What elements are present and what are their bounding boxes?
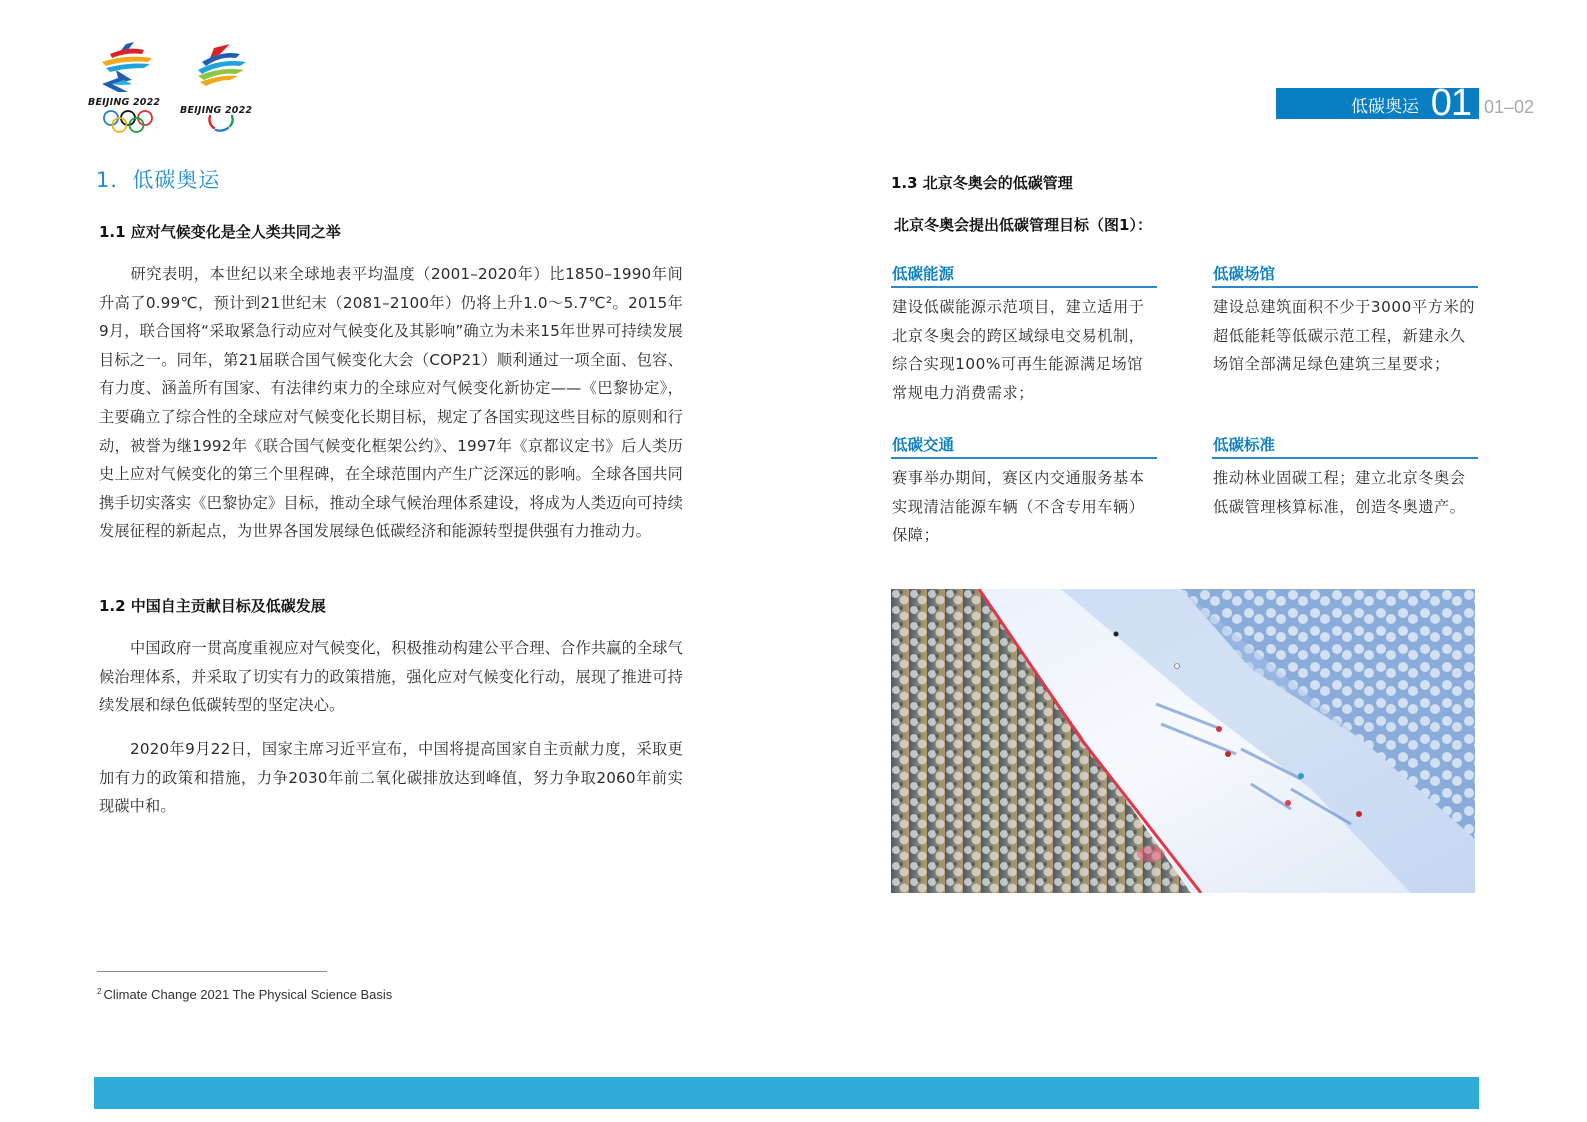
logo-group [88, 40, 268, 135]
paragraph-1-1 [99, 260, 683, 546]
paralympic-agitos-icon [206, 110, 236, 134]
goal-divider [891, 457, 1157, 459]
beijing-2022-paralympic-logo [180, 40, 764, 135]
goal-title: 低碳交通 [892, 436, 955, 454]
beijing-2022-olympic-logo [88, 40, 168, 135]
goal-card-standards [1212, 433, 1478, 521]
paragraph-1-2-a-text: 中国政府一贯高度重视应对气候变化，积极推动构建公平合理、合作共赢的全球气候治理体系，并采取了切实有力的政策措施，强化应对气候变化行动，展现了推进可持续发展和绿色低碳转型的坚定决心。 [99, 639, 683, 715]
chapter-tab [1276, 82, 1479, 124]
ski-slope-image [891, 589, 1475, 893]
goal-body: 建设低碳能源示范项目，建立适用于北京冬奥会的跨区域绿电交易机制，综合实现100%可再生能源满足场馆常规电力消费需求； [892, 298, 1145, 402]
goal-body: 赛事举办期间，赛区内交通服务基本实现清洁能源车辆（不含专用车辆）保障； [892, 469, 1145, 545]
heading-1-2: 1.2 中国自主贡献目标及低碳发展 [99, 597, 326, 615]
footer-band [94, 1077, 1479, 1109]
goal-body: 建设总建筑面积不少于3000平方米的超低能耗等低碳示范工程，新建永久场馆全部满足绿色建筑三星要求； [1213, 298, 1476, 374]
paragraph-1-2-b-text: 2020年9月22日，国家主席习近平宣布，中国将提高国家自主贡献力度，采取更加有力的政策和措施，力争2030年前二氧化碳排放达到峰值，努力争取2060年前实现碳中和。 [99, 740, 683, 816]
olympic-rings-icon [102, 110, 154, 134]
goal-divider [1212, 457, 1478, 459]
ski-slope-photo [891, 589, 1475, 893]
paragraph-1-2-b [99, 735, 683, 821]
olympic-emblem-icon [88, 40, 168, 96]
footnote [97, 987, 392, 1002]
paralympic-emblem-icon [180, 40, 260, 96]
section-title: 1．低碳奥运 [96, 168, 221, 192]
goal-body: 推动林业固碳工程；建立北京冬奥会低碳管理核算标准，创造冬奥遗产。 [1213, 469, 1466, 516]
goal-divider [891, 286, 1157, 288]
goal-title: 低碳能源 [892, 265, 955, 283]
page-range: 01–02 [1484, 97, 1535, 117]
footnote-divider [97, 971, 327, 972]
goal-card-venues [1212, 262, 1478, 379]
heading-1-1: 1.1 应对气候变化是全人类共同之举 [99, 223, 341, 241]
goal-card-transport [891, 433, 1157, 550]
heading-1-3: 1.3 北京冬奥会的低碳管理 [891, 174, 1073, 192]
paralympic-wordmark: BEIJING 2022 [180, 105, 253, 116]
goal-title: 低碳标准 [1213, 436, 1276, 454]
olympic-wordmark: BEIJING 2022 [88, 97, 161, 108]
goals-intro: 北京冬奥会提出低碳管理目标（图1）： [894, 216, 1152, 234]
chapter-number: 01 [1430, 82, 1471, 124]
goal-divider [1212, 286, 1478, 288]
paragraph-1-2-a [99, 634, 683, 720]
footnote-text: Climate Change 2021 The Physical Science Basis [103, 987, 393, 1002]
paragraph-1-1-text: 研究表明，本世纪以来全球地表平均温度（2001–2020年）比1850–1990年间升高了0.99℃，预计到21世纪末（2081–2100年）仍将上升1.0～5.7℃²。2015年9月，联合国将“采取紧急行动应对气候变化及其影响”确立为未来15年世界可持续发展目标之一。同年，第21届联合国气候变化大会（COP21）顺利通过一项全面、包容、有力度、涵盖所有国家、有法律约束力的全球应对气候变化新协定——《巴黎协定》，主要确立了综合性的全球应对气候变化长期目标，规定了各国实现这些目标的原则和行动，被誉为继1992年《联合国气候变化框架公约》、1997年《京都议定书》后人类历史上应对气候变化的第三个里程碑，在全球范围内产生广泛深远的影响。全球各国共同携手切实落实《巴黎协定》目标，推动全球气候治理体系建设，将成为人类迈向可持续发展征程的新起点，为世界各国发展绿色低碳经济和能源转型提供强有力推动力。 [99, 265, 683, 541]
chapter-tab-label: 低碳奥运 [1351, 97, 1419, 117]
goal-card-energy [891, 262, 1157, 407]
goal-title: 低碳场馆 [1213, 265, 1276, 283]
footnote-marker: 2 [97, 987, 102, 996]
